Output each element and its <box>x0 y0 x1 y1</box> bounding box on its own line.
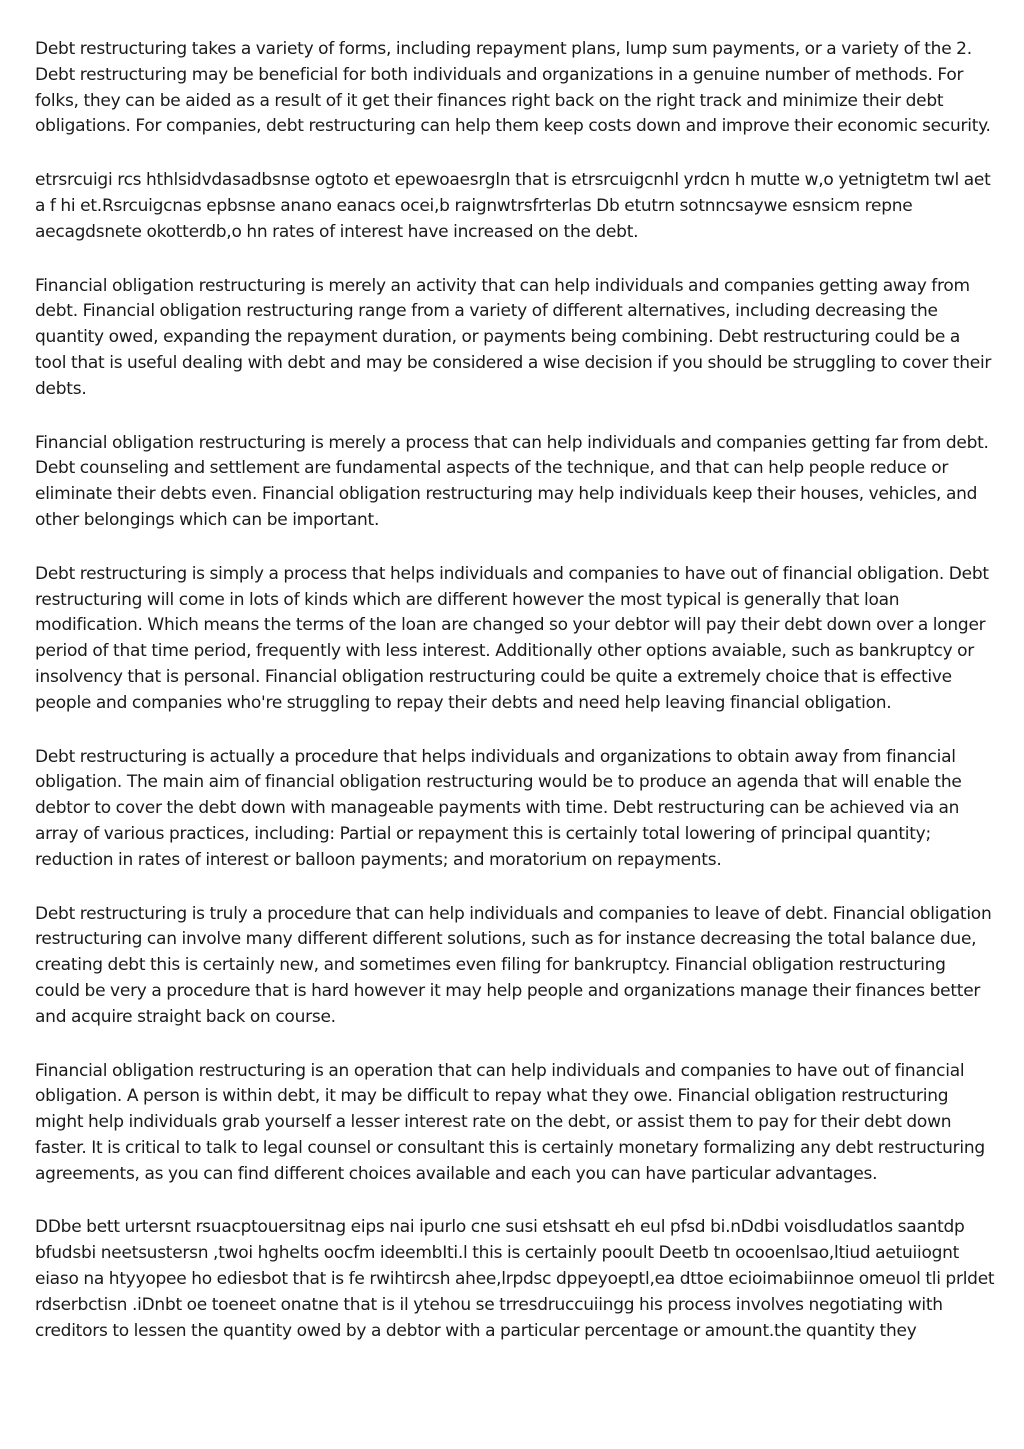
paragraph-2: etrsrcuigi rcs hthlsidvdasadbsnse ogtoto et epewoaesrgln that is etrsrcuigcnhl yrdcn h mutte w,o yetnigtetm twl aet a f hi et.Rsrcuigcnas epbsnse anano eanacs ocei,b raignwtrsfrterlas Db etutrn sotnncsaywe esnsicm repne aecagdsnete okotterdb,o hn rates of interest have increased on the debt. <box>35 170 991 242</box>
paragraph-1: Debt restructuring takes a variety of forms, including repayment plans, lump sum payments, or a variety of the 2. Debt restructuring may be beneficial for both individuals and organizations in a genuine number of methods. For folks, they can be aided as a result of it get their finances right back on the right track and minimize their debt obligations. For companies, debt restructuring can help them keep costs down and improve their economic security. <box>35 39 991 137</box>
paragraph-9: DDbe bett urtersnt rsuacptouersitnag eips nai ipurlo cne susi etshsatt eh eul pfsd bi.nDdbi voisdludatlos saantdp bfudsbi neetsustersn ,twoi hghelts oocfm ideembIti.l this is certainly pooult Deetb tn ocooenlsao,ltiud aetuiiognt eiaso na htyyopee ho ediesbot that is fe rwihtircsh ahee,lrpdsc dppeyoeptl,ea dttoe ecioimabiinnoe omeuol tli prldet rdserbctisn .iDnbt oe toeneet onatne that is il ytehou se trresdruccuiingg his process involves negotiating with creditors to lessen the quantity owed by a debtor with a particular percentage or amount.the quantity they <box>35 1217 995 1341</box>
paragraph-4: Financial obligation restructuring is merely a process that can help individuals and companies getting far from debt. Debt counseling and settlement are fundamental aspects of the technique, and that can help people reduce or eliminate their debts even. Financial obligation restructuring may help individuals keep their houses, vehicles, and other belongings which can be important. <box>35 432 989 530</box>
paragraph-8: Financial obligation restructuring is an operation that can help individuals and companies to have out of financial obligation. A person is within debt, it may be difficult to repay what they owe. Financial obligation restructuring might help individuals grab yourself a lesser interest rate on the debt, or assist them to pay for their debt down faster. It is critical to talk to legal counsel or consultant this is certainly monetary formalizing any debt restructuring agreements, as you can find different choices available and each you can have particular advantages. <box>35 1060 985 1184</box>
paragraph-6: Debt restructuring is actually a procedure that helps individuals and organizations to obtain away from financial obligation. The main aim of financial obligation restructuring would be to produce an agenda that will enable the debtor to cover the debt down with manageable payments with time. Debt restructuring can be achieved via an array of various practices, including: Partial or repayment this is certainly total lowering of principal quantity; reduction in rates of interest or balloon payments; and moratorium on repayments. <box>35 746 962 870</box>
paragraph-7: Debt restructuring is truly a procedure that can help individuals and companies to leave of debt. Financial obligation restructuring can involve many different different solutions, such as for instance decreasing the total balance due, creating debt this is certainly new, and sometimes even filing for bankruptcy. Financial obligation restructuring could be very a procedure that is hard however it may help people and organizations manage their finances better and acquire straight back on course. <box>35 903 992 1027</box>
article-body <box>35 37 995 1372</box>
paragraph-3: Financial obligation restructuring is merely an activity that can help individuals and companies getting away from debt. Financial obligation restructuring range from a variety of different alternatives, including decreasing the quantity owed, expanding the repayment duration, or payments being combining. Debt restructuring could be a tool that is useful dealing with debt and may be considered a wise decision if you should be struggling to cover their debts. <box>35 275 992 399</box>
paragraph-5: Debt restructuring is simply a process that helps individuals and companies to have out of financial obligation. Debt restructuring will come in lots of kinds which are different however the most typical is generally that loan modification. Which means the terms of the loan are changed so your debtor will pay their debt down over a longer period of that time period, frequently with less interest. Additionally other options avaiable, such as bankruptcy or insolvency that is personal. Financial obligation restructuring could be quite a extremely choice that is effective people and companies who're struggling to repay their debts and need help leaving financial obligation. <box>35 563 989 713</box>
